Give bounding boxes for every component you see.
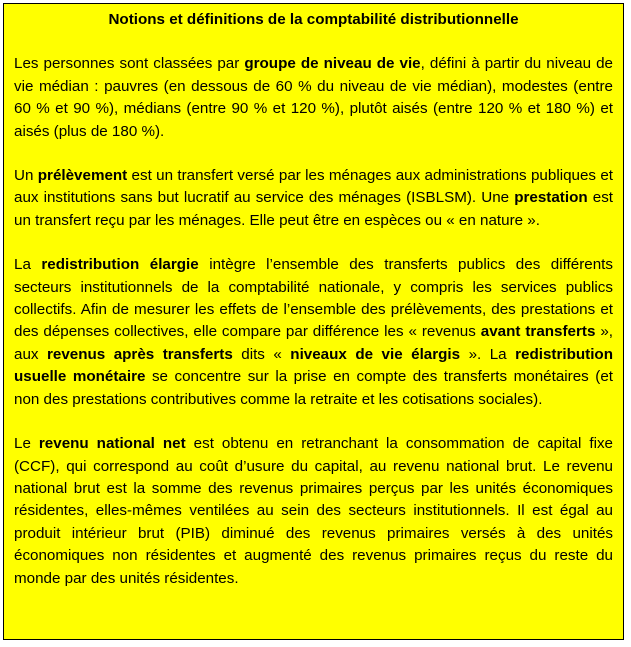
text-segment: ». La [460, 345, 516, 363]
text-segment: La [14, 256, 42, 274]
text-segment: est un transfert versé par les ménages aux administrations publiques et aux institutions sans but lucratif au service des ménages (ISBLSM). Une [14, 167, 613, 207]
text-segment: », aux [14, 323, 614, 363]
term-bold: groupe de niveau de vie [244, 55, 421, 73]
definitions-box [3, 3, 624, 640]
term-bold: niveaux de vie élargis [290, 345, 461, 363]
paragraph-redistribution [14, 254, 613, 411]
text-segment: , défini à partir du niveau de vie médian : pauvres (en dessous de 60 % du niveau de vie médian), modestes (entre 60 % et 90 %), médians (entre 90 % et 120 %), plutôt aisés (entre 120 % et 180 %) et aisés (plus de 180 %). [14, 55, 613, 140]
definitions-body [14, 53, 613, 590]
text-segment: est un transfert reçu par les ménages. Elle peut être en espèces ou « en nature ». [14, 189, 614, 229]
text-segment: Un [14, 167, 38, 185]
text-segment: dits « [232, 345, 291, 363]
box-title: Notions et définitions de la comptabilité distributionnelle [108, 11, 519, 28]
term-bold: redistribution usuelle monétaire [14, 345, 613, 386]
term-bold: redistribution élargie [41, 256, 199, 274]
term-bold: revenus après transferts [46, 345, 233, 363]
text-segment: est obtenu en retranchant la consommation de capital fixe (CCF), qui correspond au coût d’usure du capital, au revenu national brut. Le revenu national brut est la somme des revenus primaires perçus par les unités économiques résidentes, elles-mêmes ventilées au sein des secteurs institutionnels. Il est égal au produit intérieur brut (PIB) diminué des revenus primaires versés à des unités économiques non résidentes et augmenté des revenus primaires reçus du reste du monde par des unités résidentes. [14, 435, 613, 587]
term-bold: revenu national net [38, 435, 186, 453]
paragraph-revenu-national [14, 433, 613, 590]
paragraph-niveau-de-vie [14, 53, 613, 143]
paragraph-prelevement [14, 165, 613, 232]
text-segment: intègre l’ensemble des transferts publics des différents secteurs institutionnels de la comptabilité nationale, y compris les services publics collectifs. Afin de mesurer les effets de l’ensemble des prélèvements, des prestations et des dépenses collectives, elle compare par différence les « revenus [14, 256, 613, 341]
term-bold: avant transferts [480, 323, 596, 341]
text-segment: Les personnes sont classées par [14, 55, 245, 73]
text-segment: Le [14, 435, 39, 453]
term-bold: prélèvement [37, 167, 128, 185]
term-bold: prestation [514, 189, 588, 207]
text-segment: se concentre sur la prise en compte des transferts monétaires (et non des prestations contributives comme la retraite et les cotisations sociales). [14, 368, 613, 408]
